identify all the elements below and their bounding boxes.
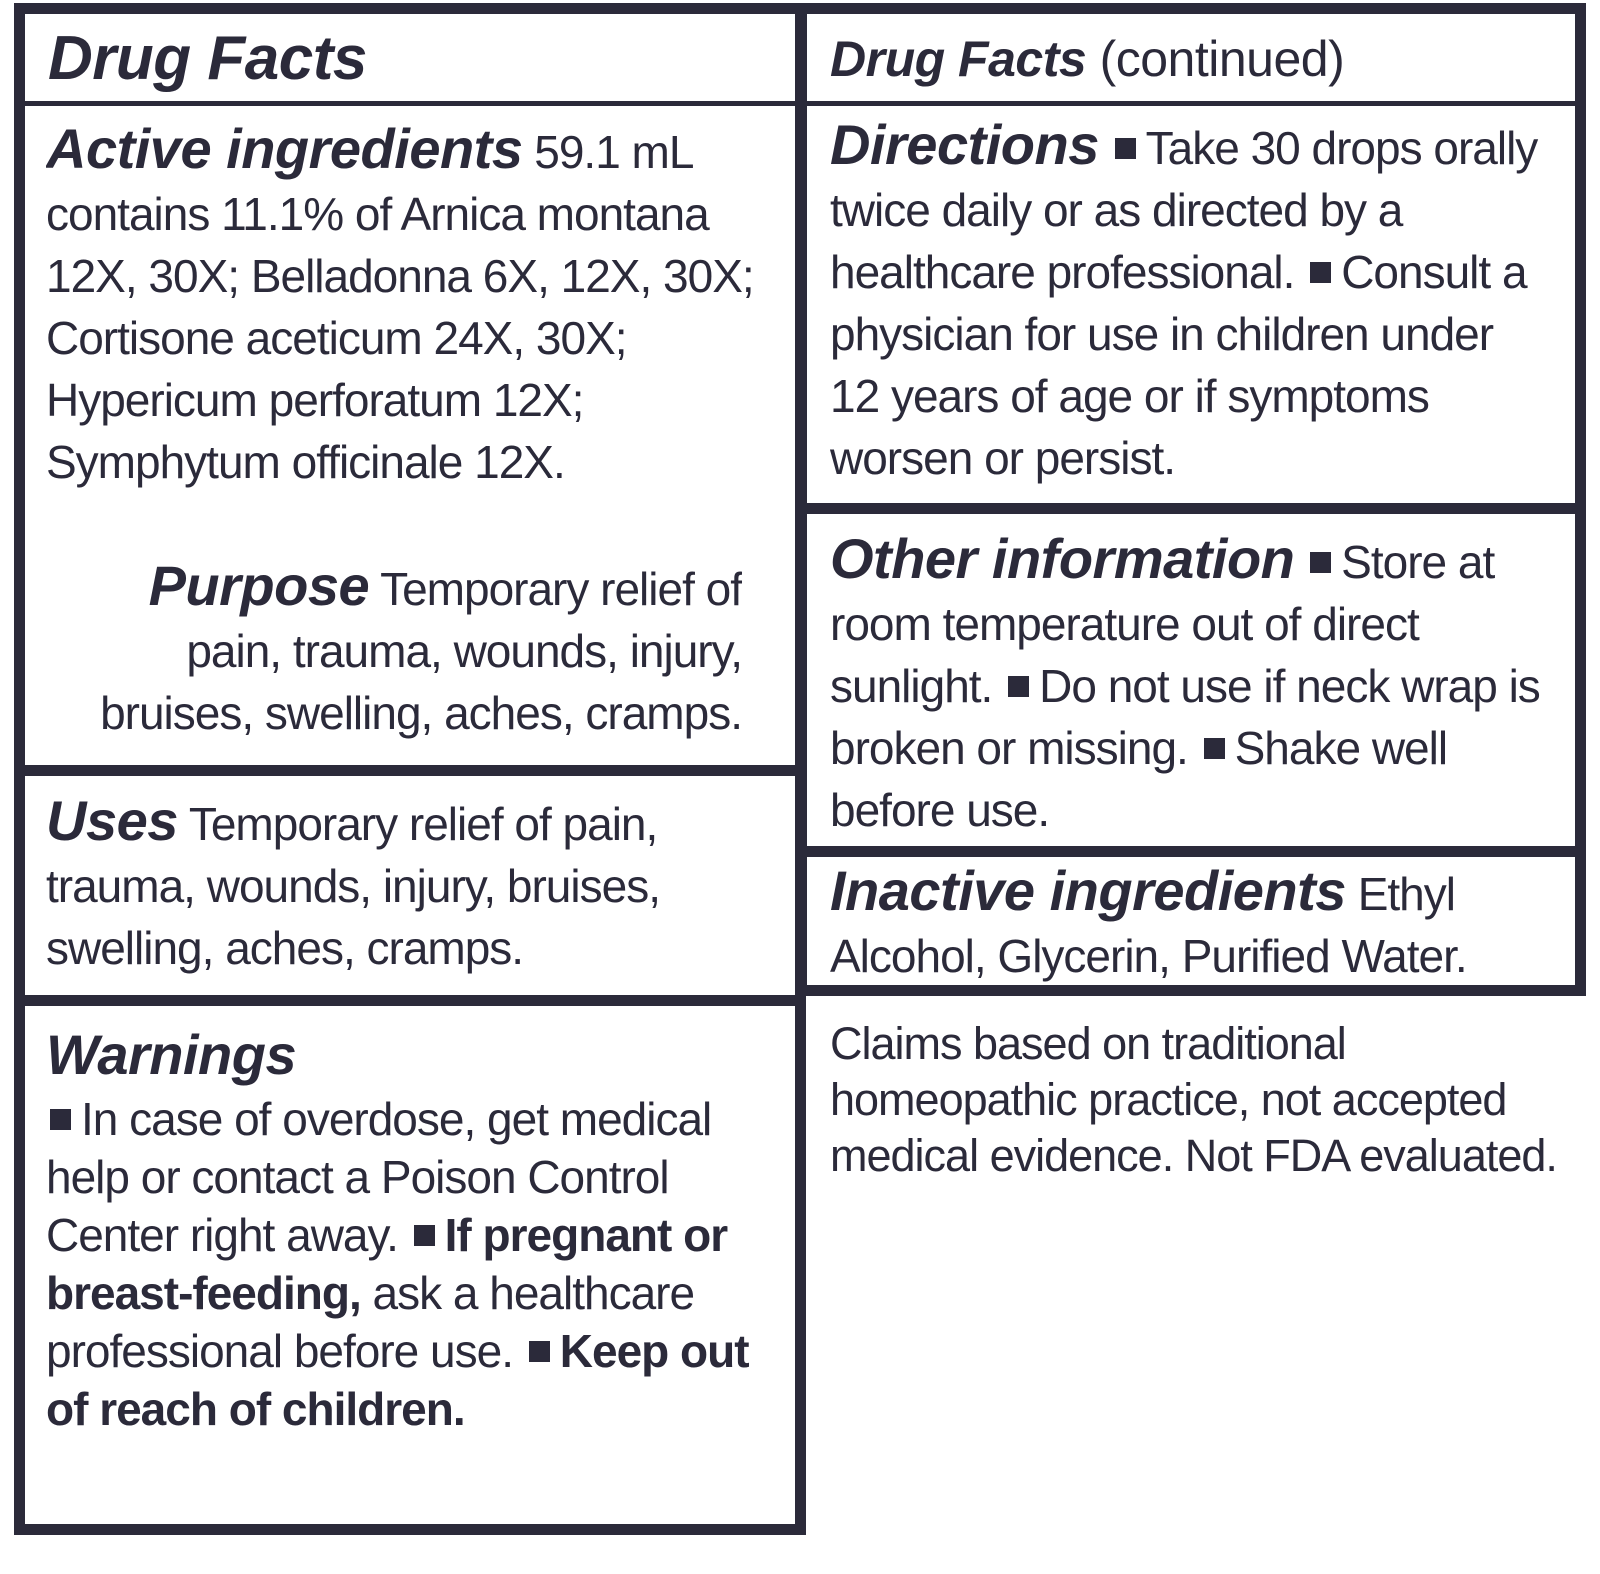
inactive-ingredients-section xyxy=(830,860,1552,986)
other-information-heading: Other information xyxy=(830,528,1295,590)
active-ingredients-heading: Active ingredients xyxy=(46,118,523,180)
bullet-icon xyxy=(1204,738,1225,759)
divider xyxy=(20,765,800,776)
purpose-text: Temporary relief of pain, trauma, wounds, injury, bruises, swelling, aches, cramps. xyxy=(100,563,742,739)
directions-dose: Take 30 drops orally twice daily or as directed by a healthcare professional. xyxy=(830,122,1538,298)
active-ingredients-section xyxy=(46,118,786,498)
disclaimer: Claims based on traditional homeopathic practice, not accepted medical evidence. Not FDA evaluated. xyxy=(830,1018,1557,1181)
warning-pregnant-rest: ask a healthcare professional before use. xyxy=(46,1267,695,1377)
divider xyxy=(20,995,800,1006)
active-ingredients-text: 59.1 mL contains 11.1% of Arnica montana 12X, 30X; Belladonna 6X, 12X, 30X; Cortisone aceticum 24X, 30X; Hypericum perforatum 12X; Symphytum officinale 12X. xyxy=(46,126,754,488)
uses-text: Temporary relief of pain, trauma, wounds, injury, bruises, swelling, aches, cramps. xyxy=(46,798,660,974)
warning-children: Keep out of reach of children. xyxy=(46,1325,749,1435)
directions-heading: Directions xyxy=(830,114,1099,176)
warnings-section xyxy=(46,1020,786,1520)
bullet-icon xyxy=(529,1341,550,1362)
other-information-section xyxy=(830,528,1552,843)
directions-children: Consult a physician for use in children under 12 years of age or if symptoms worsen or persist. xyxy=(830,246,1527,484)
other-neck-wrap: Do not use if neck wrap is broken or missing. xyxy=(830,660,1540,774)
warning-overdose: In case of overdose, get medical help or contact a Poison Control Center right away. xyxy=(46,1093,712,1261)
drug-facts-title: Drug Facts xyxy=(48,24,367,93)
uses-heading: Uses xyxy=(46,790,178,852)
other-storage: Store at room temperature out of direct sunlight. xyxy=(830,536,1495,712)
divider xyxy=(802,503,1580,514)
bullet-icon xyxy=(414,1225,435,1246)
bullet-icon xyxy=(50,1109,71,1130)
divider xyxy=(20,101,800,106)
other-shake: Shake well before use. xyxy=(830,722,1448,836)
drug-facts-continued-title: Drug Facts (continued) xyxy=(830,31,1345,87)
purpose-heading: Purpose xyxy=(148,555,370,617)
purpose-section xyxy=(86,555,742,755)
warning-pregnant: If pregnant or breast-feeding, xyxy=(46,1209,728,1319)
directions-section xyxy=(830,114,1552,499)
bullet-icon xyxy=(1310,552,1331,573)
uses-section xyxy=(46,790,746,990)
divider xyxy=(802,101,1580,106)
bullet-icon xyxy=(1115,138,1136,159)
bullet-icon xyxy=(1310,262,1331,283)
warnings-heading: Warnings xyxy=(46,1023,297,1086)
inactive-ingredients-text: Ethyl Alcohol, Glycerin, Purified Water. xyxy=(830,868,1467,982)
bullet-icon xyxy=(1008,676,1029,697)
inactive-ingredients-heading: Inactive ingredients xyxy=(830,860,1346,922)
divider xyxy=(802,846,1580,857)
